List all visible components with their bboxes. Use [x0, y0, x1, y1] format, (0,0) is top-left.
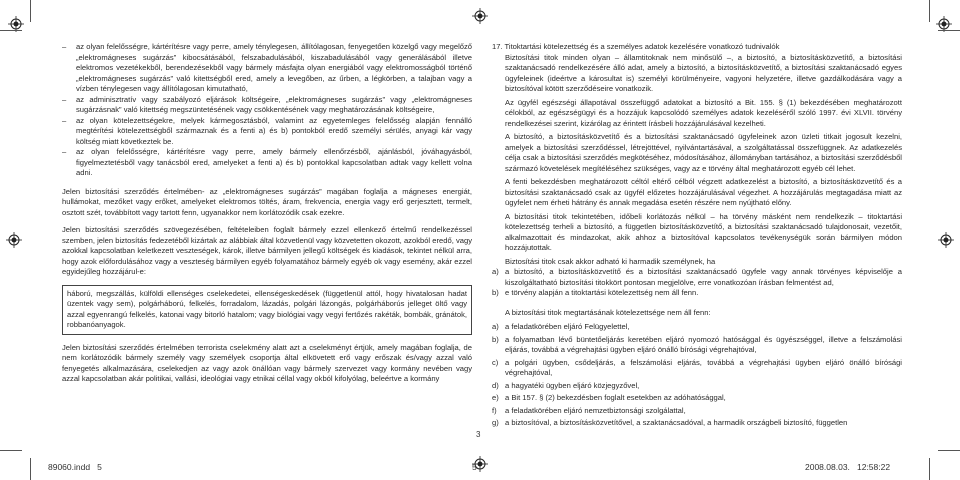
paragraph: Biztosítási titok minden olyan – államtitoknak nem minősülő –, a biztosító, a biztosításközvetítő, a biztosítási szaktanácsadó rendelkezésére álló adat, amely a biztosító, a biztosításközvetítő, a biztosítási szaktanácsadó egyes ügyfeleinek (ideértve a károsultat is) személyi körülményeire, vagyoni helyzetére, illetve gazdálkodására vagy a biztosítóval kötött szerződéseire vonatkozik.	[505, 52, 902, 93]
list-item: e) a Bit 157. § (2) bekezdésben foglalt esetekben az adóhatósággal,	[492, 393, 726, 402]
right-column	[492, 42, 902, 429]
paragraph-electromagnetic-definition: Jelen biztosítási szerződés értelmében- az „elektromágneses sugárzás” magában foglalja a mágneses energiát, hullámokat, mezőket vagy erőket, amelyeket elektromos töltés, áram, frekvencia, energia vagy erő gerjesztett, termelt, osztott szét, továbbított vagy tartott fenn, ugyanakkor nem korlátozódik csak ezekre.	[62, 186, 472, 217]
left-column	[62, 42, 472, 392]
crop-mark	[30, 458, 31, 480]
list-item: – az adminisztratív vagy szabályozó eljárások költségeire, „elektromágneses sugárzás” vagy „elektromágneses sugárzásnak” való kitettség megszüntetésének vagy csökkentésének vagy meghatározásának költségeire,	[62, 94, 472, 114]
paragraph: A fenti bekezdésben meghatározott céltól eltérő célból végzett adatkezelést a biztosító, a biztosításközvetítő és a biztosítási szaktanácsadó csak az ügyfél előzetes hozzájárulásával végezhet. A hozzájárulás megtagadása miatt az ügyfelet nem érheti hátrány és annak megadása esetén részére nem nyújtható előny.	[505, 177, 902, 207]
list-item: f) a feladatkörében eljáró nemzetbiztonsági szolgálattal,	[492, 405, 686, 415]
crop-mark	[929, 0, 930, 22]
footer-file-name: 89060.indd 5	[48, 462, 102, 472]
list-item: b) e törvény alapján a titoktartási kötelezettség nem áll fenn.	[492, 288, 699, 297]
crop-mark	[938, 450, 960, 451]
list-item: g) a biztosítóval, a biztosításközvetítővel, a szaktanácsadóval, a harmadik országbeli biztosító, független	[492, 418, 848, 427]
war-exclusion-text: háború, megszállás, külföldi ellenséges cselekedetei, ellenségeskedések (függetlenül attól, hogy hivatalosan hadat üzentek vagy sem), polgárháború, felkelés, forradalom, lázadás, polgári lázongás, polgárháborús jelleget öltő vagy azzal egyenrangú felkelés, katonai vagy bitorló hatalom; vagy biológiai vagy vegyi fertőzés rakéták, bombák, gránátok, robbanóanyagok.	[67, 288, 467, 329]
paragraph: A biztosítási titok megtartásának kötelezettsége nem áll fenn:	[505, 307, 711, 317]
list-item: a) a biztosító, a biztosításközvetítő és a biztosítási szaktanácsadó ügyfele vagy annak törvényes képviselője a kiszolgáltatható biztosítási titokkört pontosan megjelölve, erre vonatkozóan írásban felmentést ad,	[492, 267, 902, 287]
list-item: a) a feladatkörében eljáró Felügyelettel,	[492, 322, 630, 331]
registration-mark-icon	[938, 232, 954, 248]
paragraph: Biztosítási titok csak akkor adható ki harmadik személynek, ha	[505, 256, 716, 266]
paragraph-exclusion-context: Jelen biztosítási szerződés szövegezésében, feltételeiben foglalt bármely ezzel ellenkező értelmű rendelkezéssel szemben, jelen biztosítás fedezetéből kizártak az alábbiak által közvetlenül vagy közvetetten okozott, azokból eredő, vagy azokkal kapcsolatban keletkezett veszteségek, károk, illetve bármilyen jellegű költségek és kiadások, tekintet nélkül arra, hogy azok előfordulásához vagy a veszteség bármilyen egyéb folyamatához bármely egyéb ok vagy esemény, akár ezzel egyidejűleg hozzájárul-e:	[62, 225, 472, 276]
list-item: c) a polgári ügyben, csődeljárás, a felszámolási eljárás, továbbá a végrehajtási ügyben eljáró önálló bírósági végrehajtóval,	[492, 357, 902, 377]
crop-mark	[938, 30, 960, 31]
page-number: 3	[476, 430, 481, 439]
registration-mark-icon	[6, 232, 22, 248]
paragraph: A biztosítási titok tekintetében, időbeli korlátozás nélkül – ha törvény másként nem rendelkezik – titoktartási kötelezettség terheli a biztosító, a független biztosításközvetítő, a biztosítási szaktanácsadó tulajdonosait, vezetőit, alkalmazottait és mindazokat, akik ahhoz a biztosítóval kapcsolatos tevékenységük során bármilyen módon hozzájutottak.	[505, 211, 902, 252]
crop-mark	[0, 450, 22, 451]
war-exclusion-box	[62, 285, 472, 335]
crop-mark	[0, 30, 22, 31]
list-item: d) a hagyatéki ügyben eljáró közjegyzővel,	[492, 380, 640, 390]
paragraph-terrorism-definition: Jelen biztosítási szerződés értelmében terrorista cselekmény alatt azt a cselekményt értjük, amely magában foglalja, de nem korlátozódik bármely személy vagy személyek csoportja által elkövetett erő vagy erőszak és/vagy azzal való fenyegetés alkalmazására, cselekedjen az vagy azok önállóan vagy bármely szervezet vagy kormány nevében vagy azzal kapcsolatban akár politikai, vallási, ideológiai vagy etnikai céllal vagy okból kifolyólag, beleértve a kormány	[62, 342, 472, 383]
registration-mark-icon	[472, 8, 488, 24]
list-item: – az olyan kötelezettségekre, melyek kármegosztásból, valamint az egyetemleges felelősség alapján fennálló megtérítési kötelezettségből származnak és a fenti a) és b) pontokból eredő személyi sérülés, anyagi kár vagy költség miatt következtek be.	[62, 115, 472, 146]
footer-page: 5	[472, 462, 477, 472]
footer-timestamp: 2008.08.03. 12:58:22	[805, 462, 891, 472]
paragraph: Az ügyfél egészségi állapotával összefüggő adatokat a biztosító a Bit. 155. § (1) bekezdésében meghatározott célokból, az egészségügyi és a hozzájuk kapcsolódó személyes adatok kezeléséről szóló 1997. évi XLVII. törvény rendelkezései szerint, kizárólag az érintett írásbeli hozzájárulásával kezelheti.	[505, 97, 902, 128]
crop-mark	[30, 0, 31, 22]
crop-mark	[929, 458, 930, 480]
list-item: – az olyan felelősségre, kártérítésre vagy perre, amely bármely ellenőrzésből, ajánlásból, jóváhagyásból, figyelmeztetésből vagy tanácsból ered, amelyeket a fenti a) és b) pontokkal kapcsolatban adtak vagy kellett volna adni.	[62, 147, 472, 177]
list-item: b) a folyamatban lévő büntetőeljárás keretében eljáró nyomozó hatósággal és ügyészséggel, illetve a felszámolási eljárás, továbbá a végrehajtási ügyben eljáró önálló bírósági végrehajtóval,	[492, 334, 902, 354]
list-item: – az olyan felelősségre, kártérítésre vagy perre, amely ténylegesen, állítólagosan, fenyegetően közelgő vagy megelőző „elektromágneses sugárzás” kibocsátásából, felszabadulásából, kiszabadulásából vagy generálásából illetve elektromos vezetékekből, berendezésekből vagy bármely másfajta olyan energiából vagy elektromosságból történő „elektromágneses sugárzás” való kitettségből ered, amely a levegőben, az űrben, a légkörben, a talajban vagy a vízben ténylegesen vagy állítólagosan kimutatható,	[62, 42, 472, 93]
section-heading: 17. Titoktartási kötelezettség és a személyes adatok kezelésére vonatkozó tudnivalók	[492, 42, 780, 51]
paragraph: A biztosító, a biztosításközvetítő és a biztosítási szaktanácsadó ügyfeleinek azon üzleti titkait jogosult kezelni, amelyek a biztosítási szerződéssel, létrejöttével, nyilvántartásával, a szolgáltatással összefüggnek. Az adatkezelés célja csak a biztosítási szerződés megkötéséhez, módosításához, állományban tartásához, a biztosítási szerződésből származó követelések megítéléséhez szükséges, vagy az e törvény által meghatározott egyéb cél lehet.	[505, 132, 902, 173]
